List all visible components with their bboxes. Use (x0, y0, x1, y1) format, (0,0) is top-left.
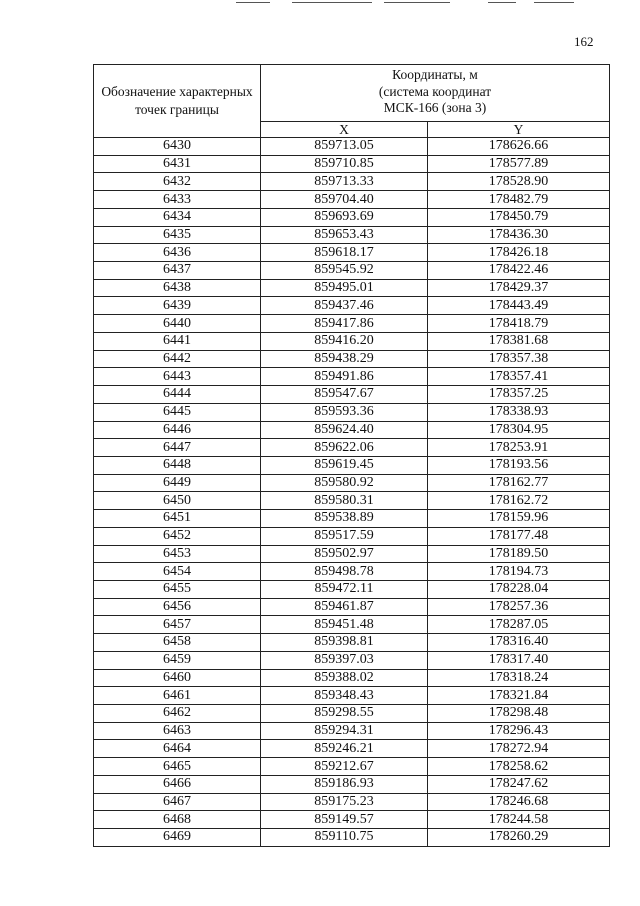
point-id-cell: 6449 (94, 474, 261, 492)
y-coordinate-cell: 178162.77 (428, 474, 610, 492)
x-header: X (261, 121, 428, 137)
point-id-cell: 6464 (94, 740, 261, 758)
y-coordinate-cell: 178528.90 (428, 173, 610, 191)
x-coordinate-cell: 859298.55 (261, 705, 428, 723)
table-row (94, 173, 610, 191)
table-row (94, 315, 610, 333)
x-coordinate-cell: 859491.86 (261, 368, 428, 386)
x-coordinate-cell: 859593.36 (261, 403, 428, 421)
y-coordinate-cell: 178426.18 (428, 244, 610, 262)
point-id-cell: 6433 (94, 191, 261, 209)
y-coordinate-cell: 178321.84 (428, 687, 610, 705)
y-coordinate-cell: 178418.79 (428, 315, 610, 333)
y-coordinate-cell: 178436.30 (428, 226, 610, 244)
table-body (94, 138, 610, 847)
y-coordinate-cell: 178189.50 (428, 545, 610, 563)
point-id-cell: 6430 (94, 138, 261, 156)
table-row (94, 439, 610, 457)
point-id-cell: 6454 (94, 563, 261, 581)
table-row (94, 332, 610, 350)
x-coordinate-cell: 859517.59 (261, 527, 428, 545)
x-coordinate-cell: 859451.48 (261, 616, 428, 634)
point-id-cell: 6452 (94, 527, 261, 545)
scan-top-rule (236, 2, 270, 3)
point-id-cell: 6461 (94, 687, 261, 705)
y-coordinate-cell: 178159.96 (428, 510, 610, 528)
point-id-cell: 6438 (94, 279, 261, 297)
point-id-cell: 6434 (94, 208, 261, 226)
table-row (94, 527, 610, 545)
y-coordinate-cell: 178194.73 (428, 563, 610, 581)
point-id-cell: 6468 (94, 811, 261, 829)
x-coordinate-cell: 859580.92 (261, 474, 428, 492)
y-coordinate-cell: 178381.68 (428, 332, 610, 350)
y-coordinate-cell: 178244.58 (428, 811, 610, 829)
x-coordinate-cell: 859619.45 (261, 456, 428, 474)
x-coordinate-cell: 859388.02 (261, 669, 428, 687)
y-coordinate-cell: 178422.46 (428, 262, 610, 280)
x-coordinate-cell: 859495.01 (261, 279, 428, 297)
x-coordinate-cell: 859693.69 (261, 208, 428, 226)
point-id-cell: 6467 (94, 793, 261, 811)
x-coordinate-cell: 859545.92 (261, 262, 428, 280)
y-coordinate-cell: 178338.93 (428, 403, 610, 421)
y-coordinate-cell: 178304.95 (428, 421, 610, 439)
table-row (94, 226, 610, 244)
table-row (94, 811, 610, 829)
table-row (94, 279, 610, 297)
point-id-cell: 6460 (94, 669, 261, 687)
table-row (94, 368, 610, 386)
x-coordinate-cell: 859398.81 (261, 634, 428, 652)
point-id-cell: 6458 (94, 634, 261, 652)
x-coordinate-cell: 859472.11 (261, 580, 428, 598)
point-id-cell: 6431 (94, 155, 261, 173)
x-coordinate-cell: 859580.31 (261, 492, 428, 510)
scan-top-rule (534, 2, 574, 3)
y-coordinate-cell: 178450.79 (428, 208, 610, 226)
table-row (94, 651, 610, 669)
y-coordinate-cell: 178443.49 (428, 297, 610, 315)
point-id-cell: 6463 (94, 722, 261, 740)
x-coordinate-cell: 859417.86 (261, 315, 428, 333)
point-id-cell: 6457 (94, 616, 261, 634)
point-id-cell: 6469 (94, 829, 261, 847)
coordinates-table (93, 64, 610, 847)
x-coordinate-cell: 859713.05 (261, 138, 428, 156)
table-row (94, 687, 610, 705)
y-coordinate-cell: 178257.36 (428, 598, 610, 616)
table-row (94, 155, 610, 173)
y-coordinate-cell: 178260.29 (428, 829, 610, 847)
table-row (94, 191, 610, 209)
x-coordinate-cell: 859618.17 (261, 244, 428, 262)
y-coordinate-cell: 178193.56 (428, 456, 610, 474)
x-coordinate-cell: 859704.40 (261, 191, 428, 209)
point-id-cell: 6436 (94, 244, 261, 262)
x-coordinate-cell: 859397.03 (261, 651, 428, 669)
point-id-cell: 6451 (94, 510, 261, 528)
point-id-cell: 6443 (94, 368, 261, 386)
coordinates-header-line3: МСК-166 (зона 3) (383, 100, 487, 115)
table-row (94, 793, 610, 811)
coordinates-header-line1: Координаты, м (392, 67, 478, 82)
y-coordinate-cell: 178357.38 (428, 350, 610, 368)
x-coordinate-cell: 859624.40 (261, 421, 428, 439)
y-coordinate-cell: 178429.37 (428, 279, 610, 297)
x-coordinate-cell: 859416.20 (261, 332, 428, 350)
point-id-cell: 6456 (94, 598, 261, 616)
scan-top-rule (488, 2, 516, 3)
point-id-cell: 6441 (94, 332, 261, 350)
table-row (94, 474, 610, 492)
table-row (94, 829, 610, 847)
point-label-header: Обозначение характерных точек границы (94, 65, 261, 138)
table-row (94, 669, 610, 687)
table-row (94, 722, 610, 740)
point-id-cell: 6439 (94, 297, 261, 315)
table-row (94, 386, 610, 404)
x-coordinate-cell: 859538.89 (261, 510, 428, 528)
x-coordinate-cell: 859461.87 (261, 598, 428, 616)
point-id-cell: 6465 (94, 758, 261, 776)
table-row (94, 563, 610, 581)
table-row (94, 580, 610, 598)
table-row (94, 775, 610, 793)
table-row (94, 545, 610, 563)
x-coordinate-cell: 859212.67 (261, 758, 428, 776)
x-coordinate-cell: 859149.57 (261, 811, 428, 829)
x-coordinate-cell: 859547.67 (261, 386, 428, 404)
y-coordinate-cell: 178316.40 (428, 634, 610, 652)
table-row (94, 758, 610, 776)
y-coordinate-cell: 178577.89 (428, 155, 610, 173)
table-row (94, 616, 610, 634)
table-header-row (94, 65, 610, 122)
x-coordinate-cell: 859498.78 (261, 563, 428, 581)
table-row (94, 403, 610, 421)
x-coordinate-cell: 859653.43 (261, 226, 428, 244)
point-id-cell: 6442 (94, 350, 261, 368)
table-row (94, 244, 610, 262)
table-row (94, 456, 610, 474)
x-coordinate-cell: 859294.31 (261, 722, 428, 740)
x-coordinate-cell: 859246.21 (261, 740, 428, 758)
table-row (94, 262, 610, 280)
y-coordinate-cell: 178357.41 (428, 368, 610, 386)
point-id-cell: 6466 (94, 775, 261, 793)
table-row (94, 492, 610, 510)
point-id-cell: 6440 (94, 315, 261, 333)
point-id-cell: 6453 (94, 545, 261, 563)
table-row (94, 350, 610, 368)
x-coordinate-cell: 859710.85 (261, 155, 428, 173)
table-row (94, 705, 610, 723)
point-id-cell: 6462 (94, 705, 261, 723)
point-id-cell: 6444 (94, 386, 261, 404)
y-coordinate-cell: 178228.04 (428, 580, 610, 598)
y-coordinate-cell: 178357.25 (428, 386, 610, 404)
coordinates-header (261, 65, 610, 122)
point-id-cell: 6446 (94, 421, 261, 439)
point-id-cell: 6450 (94, 492, 261, 510)
point-id-cell: 6448 (94, 456, 261, 474)
table-row (94, 510, 610, 528)
table-row (94, 740, 610, 758)
table-row (94, 634, 610, 652)
coordinates-header-line2: (система координат (378, 83, 492, 99)
y-coordinate-cell: 178253.91 (428, 439, 610, 457)
y-coordinate-cell: 178482.79 (428, 191, 610, 209)
y-coordinate-cell: 178287.05 (428, 616, 610, 634)
table-row (94, 598, 610, 616)
x-coordinate-cell: 859622.06 (261, 439, 428, 457)
y-coordinate-cell: 178296.43 (428, 722, 610, 740)
x-coordinate-cell: 859437.46 (261, 297, 428, 315)
scan-top-rule (384, 2, 450, 3)
y-coordinate-cell: 178272.94 (428, 740, 610, 758)
y-coordinate-cell: 178258.62 (428, 758, 610, 776)
table-row (94, 421, 610, 439)
y-coordinate-cell: 178247.62 (428, 775, 610, 793)
x-coordinate-cell: 859186.93 (261, 775, 428, 793)
x-coordinate-cell: 859502.97 (261, 545, 428, 563)
y-coordinate-cell: 178298.48 (428, 705, 610, 723)
point-id-cell: 6445 (94, 403, 261, 421)
x-coordinate-cell: 859175.23 (261, 793, 428, 811)
point-id-cell: 6435 (94, 226, 261, 244)
table-row (94, 138, 610, 156)
x-coordinate-cell: 859713.33 (261, 173, 428, 191)
point-id-cell: 6447 (94, 439, 261, 457)
point-id-cell: 6455 (94, 580, 261, 598)
point-id-cell: 6437 (94, 262, 261, 280)
y-coordinate-cell: 178177.48 (428, 527, 610, 545)
point-id-cell: 6459 (94, 651, 261, 669)
y-coordinate-cell: 178317.40 (428, 651, 610, 669)
y-coordinate-cell: 178246.68 (428, 793, 610, 811)
point-id-cell: 6432 (94, 173, 261, 191)
y-header: Y (428, 121, 610, 137)
y-coordinate-cell: 178162.72 (428, 492, 610, 510)
x-coordinate-cell: 859110.75 (261, 829, 428, 847)
x-coordinate-cell: 859348.43 (261, 687, 428, 705)
scan-top-rule (292, 2, 372, 3)
y-coordinate-cell: 178626.66 (428, 138, 610, 156)
table-row (94, 208, 610, 226)
table-row (94, 297, 610, 315)
x-coordinate-cell: 859438.29 (261, 350, 428, 368)
y-coordinate-cell: 178318.24 (428, 669, 610, 687)
page-number: 162 (574, 34, 594, 49)
